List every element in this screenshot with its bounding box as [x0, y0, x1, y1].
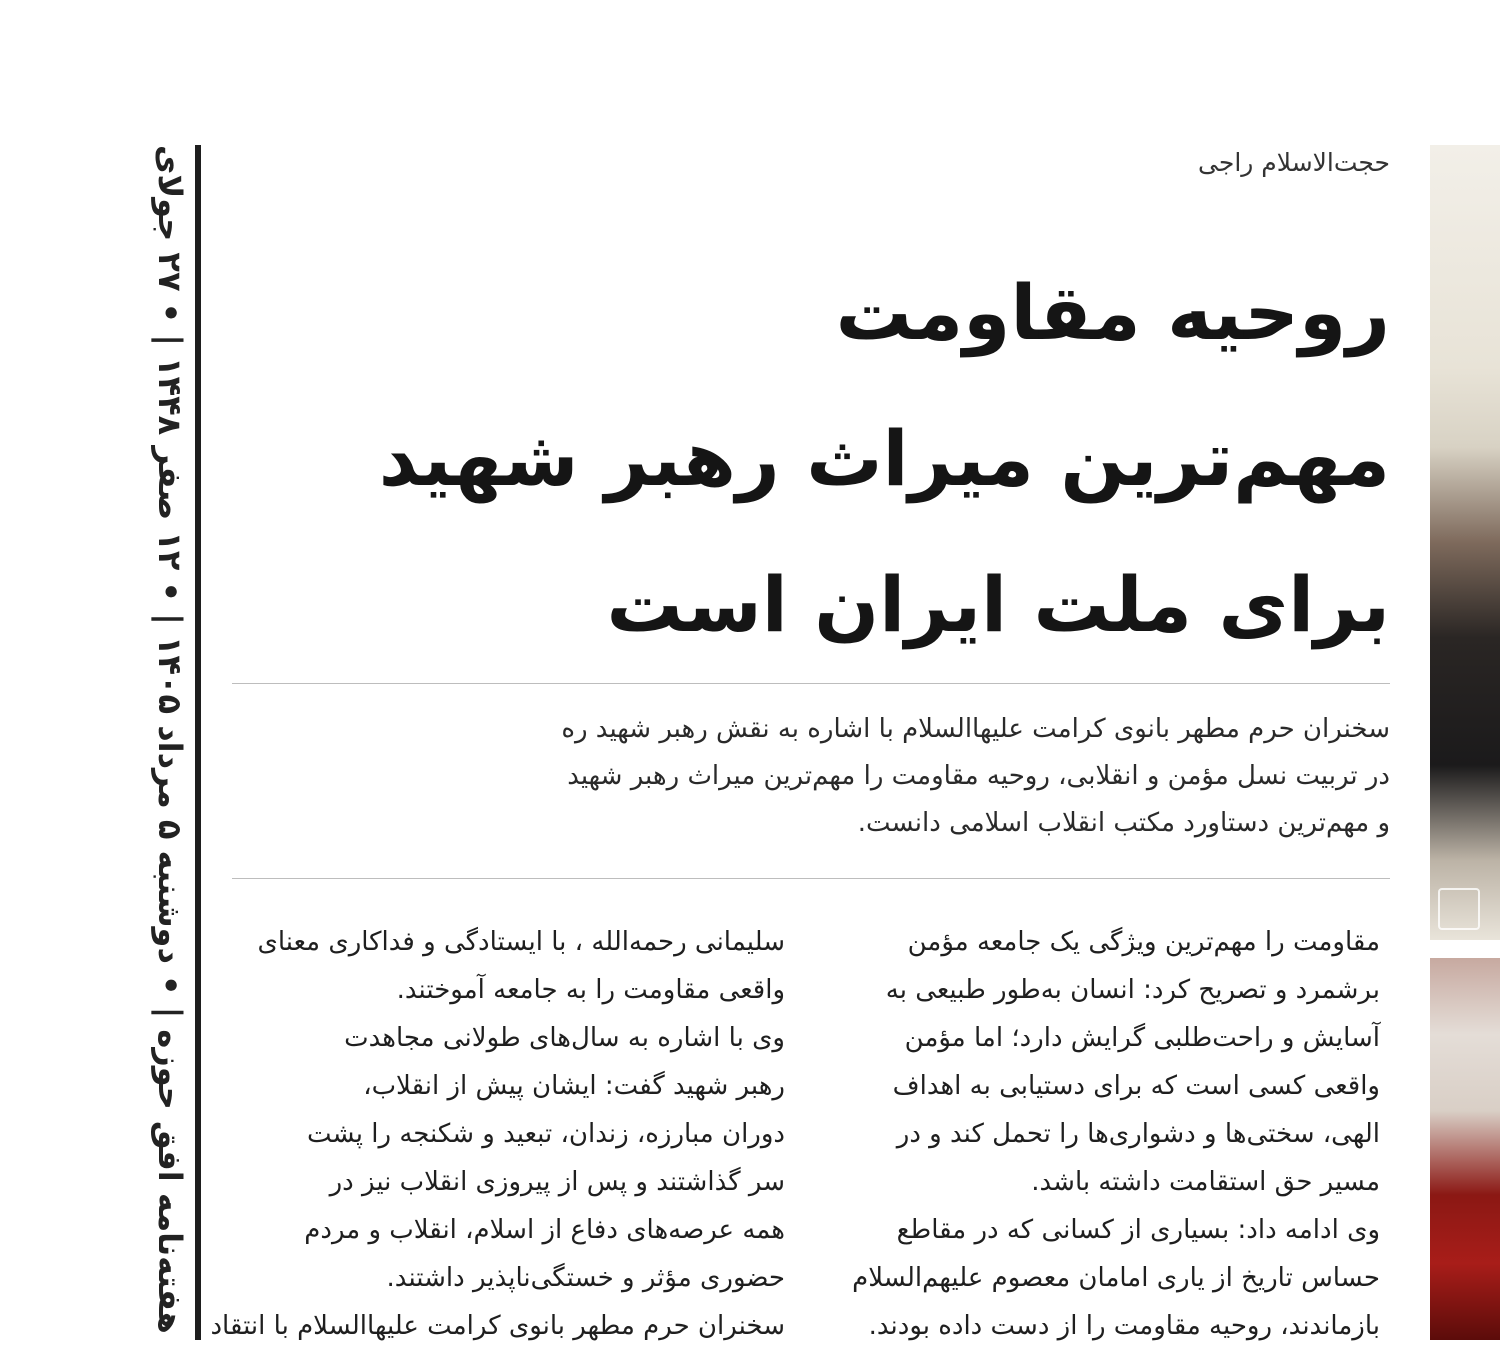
- body-line: سخنران حرم مطهر بانوی کرامت علیهاالسلام با انتقاد: [210, 1311, 785, 1341]
- issue-info-text: هفته‌نامه افق حوزه | • دوشنبه ۵ مرداد ۱۴۰۵ | • ۱۲ صفر ۱۴۴۸ | • ۲۷ جولای: [151, 145, 189, 1334]
- body-line: حساس تاریخ از یاری امامان معصوم علیهم‌السلام: [852, 1263, 1380, 1293]
- article-photo-cleric: [1430, 145, 1500, 940]
- article-photo-shrine: [1430, 958, 1500, 1340]
- lead-paragraph: [390, 706, 1390, 847]
- divider-top: [232, 683, 1390, 684]
- logo-watermark-icon: [1438, 888, 1480, 930]
- body-line: رهبر شهید گفت: ایشان پیش از انقلاب،: [363, 1071, 785, 1101]
- body-line: همه عرصه‌های دفاع از اسلام، انقلاب و مردم: [304, 1215, 785, 1245]
- issue-info-sidebar: [150, 145, 190, 1340]
- body-line: برشمرد و تصریح کرد: انسان به‌طور طبیعی به: [885, 975, 1380, 1005]
- headline-line: روحیه مقاومت: [835, 268, 1390, 357]
- body-line: مقاومت را مهم‌ترین ویژگی یک جامعه مؤمن: [907, 927, 1380, 957]
- body-line: سلیمانی رحمه‌الله ، با ایستادگی و فداکاری معنای: [257, 927, 785, 957]
- author-name: حجت‌الاسلام راجی: [1198, 148, 1390, 177]
- body-line: سر گذاشتند و پس از پیروزی انقلاب نیز در: [329, 1167, 785, 1197]
- headline-line: برای ملت ایران است: [606, 560, 1390, 649]
- body-line: بازماندند، روحیه مقاومت را از دست داده بودند.: [868, 1311, 1380, 1341]
- headline: [290, 240, 1390, 678]
- headline-line: مهم‌ترین میراث رهبر شهید: [378, 414, 1390, 503]
- body-line: حضوری مؤثر و خستگی‌ناپذیر داشتند.: [386, 1263, 785, 1293]
- body-line: وی ادامه داد: بسیاری از کسانی که در مقاطع: [896, 1215, 1380, 1245]
- body-line: مسیر حق استقامت داشته باشد.: [1031, 1167, 1380, 1197]
- body-line: آسایش و راحت‌طلبی گرایش دارد؛ اما مؤمن: [904, 1023, 1380, 1053]
- vertical-rule: [195, 145, 201, 1340]
- lead-line: و مهم‌ترین دستاورد مکتب انقلاب اسلامی دانست.: [857, 808, 1390, 838]
- lead-line: در تربیت نسل مؤمن و انقلابی، روحیه مقاومت را مهم‌ترین میراث رهبر شهید: [567, 761, 1390, 791]
- body-line: واقعی مقاومت را به جامعه آموختند.: [396, 975, 785, 1005]
- lead-line: سخنران حرم مطهر بانوی کرامت علیهاالسلام با اشاره به نقش رهبر شهید ره: [561, 714, 1390, 744]
- body-column-left: [210, 918, 785, 1350]
- body-line: واقعی کسی است که برای دستیابی به اهداف: [892, 1071, 1380, 1101]
- divider-bottom: [232, 878, 1390, 879]
- body-line: الهی، سختی‌ها و دشواری‌ها را تحمل کند و در: [896, 1119, 1380, 1149]
- body-column-right: [830, 918, 1380, 1350]
- body-line: دوران مبارزه، زندان، تبعید و شکنجه را پشت: [307, 1119, 785, 1149]
- body-line: وی با اشاره به سال‌های طولانی مجاهدت: [344, 1023, 785, 1053]
